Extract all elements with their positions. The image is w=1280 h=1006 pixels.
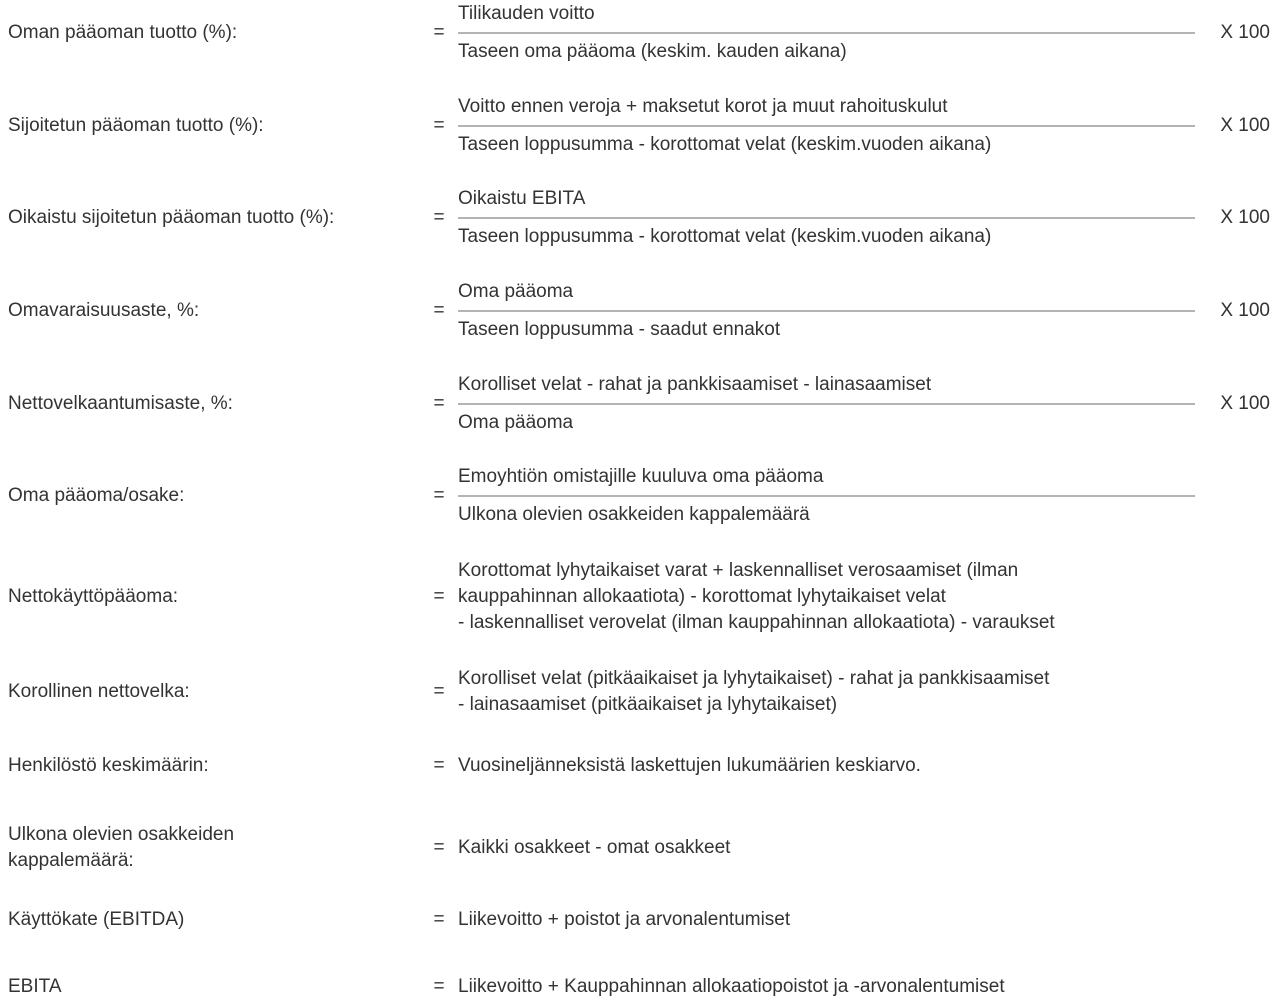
definition-line: - laskennalliset verovelat (ilman kauppahinnan allokaatiota) - varaukset: [458, 612, 1055, 633]
fraction-numerator: Korolliset velat - rahat ja pankkisaamiset - lainasaamiset: [458, 372, 1195, 405]
equals-sign: =: [433, 393, 445, 414]
definition-row: [0, 822, 1280, 874]
term-line: Nettovelkaantumisaste, %:: [8, 393, 233, 414]
definition: [458, 1, 1195, 65]
fraction-denominator: Taseen oma pääoma (keskim. kauden aikana): [458, 41, 847, 62]
fraction-denominator: Taseen loppusumma - korottomat velat (keskim.vuoden aikana): [458, 134, 992, 155]
term-label: [0, 483, 420, 509]
term-label: [0, 205, 420, 231]
definition-line: - lainasaamiset (pitkäaikaiset ja lyhytaikaiset): [458, 694, 838, 715]
definition: [458, 753, 1195, 779]
term-line: EBITA: [8, 976, 62, 997]
definition-line: kauppahinnan allokaatiota) - korottomat lyhytaikaiset velat: [458, 586, 946, 607]
fraction-denominator: Taseen loppusumma - saadut ennakot: [458, 319, 781, 340]
definition-line: Korolliset velat (pitkäaikaiset ja lyhytaikaiset) - rahat ja pankkisaamiset: [458, 668, 1050, 689]
definition-row: [0, 907, 1280, 933]
equals-sign: =: [433, 300, 445, 321]
definition-row: [0, 666, 1280, 718]
term-line: Oikaistu sijoitetun pääoman tuotto (%):: [8, 207, 335, 228]
equals-sign: =: [433, 976, 445, 997]
definition: [458, 94, 1195, 158]
fraction-numerator: Voitto ennen veroja + maksetut korot ja muut rahoituskulut: [458, 94, 1195, 127]
definition-line: Liikevoitto + poistot ja arvonalentumiset: [458, 909, 791, 930]
term-label: [0, 822, 420, 874]
definition: [458, 372, 1195, 436]
definition-line: Liikevoitto + Kauppahinnan allokaatiopoistot ja -arvonalentumiset: [458, 976, 1005, 997]
definition-row: [0, 1, 1280, 65]
term-line: Sijoitetun pääoman tuotto (%):: [8, 115, 264, 136]
definition-line: Korottomat lyhytaikaiset varat + laskennalliset verosaamiset (ilman: [458, 560, 1019, 581]
term-label: [0, 113, 420, 139]
term-line: Käyttökate (EBITDA): [8, 909, 185, 930]
fraction-numerator: Oikaistu EBITA: [458, 186, 1195, 219]
definition-row: [0, 186, 1280, 250]
term-line: kappalemäärä:: [8, 850, 134, 871]
equals-sign: =: [433, 207, 445, 228]
fraction-denominator: Taseen loppusumma - korottomat velat (keskim.vuoden aikana): [458, 226, 992, 247]
term-label: [0, 753, 420, 779]
definition-row: [0, 464, 1280, 528]
term-label: [0, 298, 420, 324]
multiplier-label: X 100: [1220, 393, 1270, 414]
equals-sign: =: [433, 681, 445, 702]
fraction-numerator: Tilikauden voitto: [458, 1, 1195, 34]
equals-sign: =: [433, 22, 445, 43]
equals-sign: =: [433, 837, 445, 858]
fraction-denominator: Ulkona olevien osakkeiden kappalemäärä: [458, 504, 810, 525]
definition: [458, 907, 1195, 933]
definition: [458, 279, 1195, 343]
term-label: [0, 584, 420, 610]
term-label: [0, 20, 420, 46]
multiplier-label: X 100: [1220, 22, 1270, 43]
definition-line: Vuosineljänneksistä laskettujen lukumäärien keskiarvo.: [458, 755, 921, 776]
equals-sign: =: [433, 755, 445, 776]
equals-sign: =: [433, 115, 445, 136]
term-line: Henkilöstö keskimäärin:: [8, 755, 209, 776]
equals-sign: =: [433, 485, 445, 506]
term-label: [0, 391, 420, 417]
fraction-numerator: Emoyhtiön omistajille kuuluva oma pääoma: [458, 464, 1195, 497]
definition-row: [0, 558, 1280, 636]
term-label: [0, 679, 420, 705]
definition-row: [0, 94, 1280, 158]
definition-row: [0, 974, 1280, 1000]
term-line: Oman pääoman tuotto (%):: [8, 22, 238, 43]
fraction-numerator: Oma pääoma: [458, 279, 1195, 312]
equals-sign: =: [433, 909, 445, 930]
definition: [458, 666, 1195, 718]
definition-row: [0, 279, 1280, 343]
definition-line: Kaikki osakkeet - omat osakkeet: [458, 837, 731, 858]
term-line: Korollinen nettovelka:: [8, 681, 190, 702]
term-line: Nettokäyttöpääoma:: [8, 586, 179, 607]
term-line: Ulkona olevien osakkeiden: [8, 824, 235, 845]
definition: [458, 186, 1195, 250]
multiplier-label: X 100: [1220, 300, 1270, 321]
definition: [458, 464, 1195, 528]
definition-row: [0, 753, 1280, 779]
definition: [458, 835, 1195, 861]
definition: [458, 974, 1195, 1000]
term-label: [0, 907, 420, 933]
multiplier-label: X 100: [1220, 115, 1270, 136]
term-line: Oma pääoma/osake:: [8, 485, 185, 506]
term-label: [0, 974, 420, 1000]
definition-row: [0, 372, 1280, 436]
term-line: Omavaraisuusaste, %:: [8, 300, 200, 321]
multiplier-label: X 100: [1220, 207, 1270, 228]
fraction-denominator: Oma pääoma: [458, 412, 574, 433]
equals-sign: =: [433, 586, 445, 607]
definition: [458, 558, 1195, 636]
